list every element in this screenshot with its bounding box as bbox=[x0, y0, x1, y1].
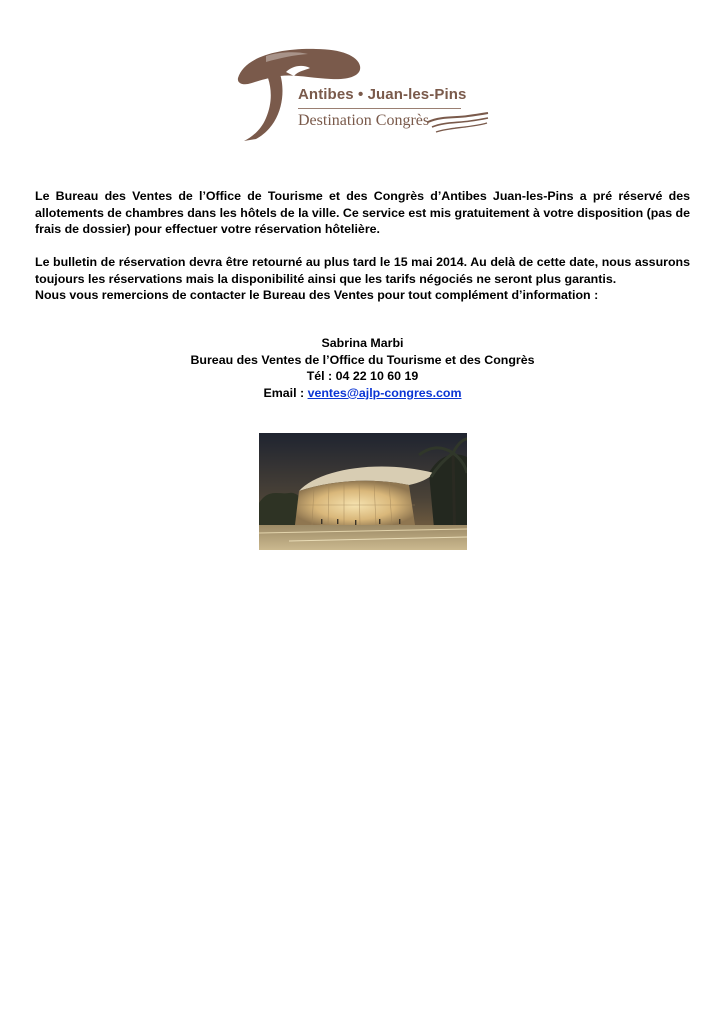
destination-congres-logo bbox=[236, 46, 492, 142]
contact-email-line bbox=[35, 385, 690, 402]
deadline-text: Le bulletin de réservation devra être retourné au plus tard le 15 mai 2014. Au delà de cette date, nous assurons toujours les réservations mais la disponibilité ainsi que les tarifs négociés ne seront plus garantis. bbox=[35, 255, 690, 286]
deadline-paragraph bbox=[35, 254, 690, 287]
logo-divider bbox=[298, 108, 461, 109]
email-link[interactable]: ventes@ajlp-congres.com bbox=[307, 385, 462, 400]
contact-block bbox=[35, 335, 690, 401]
intro-paragraph bbox=[35, 188, 690, 238]
contact-intro-text: Nous vous remercions de contacter le Bureau des Ventes pour tout complément d’information : bbox=[35, 288, 599, 302]
intro-text: Le Bureau des Ventes de l’Office de Tourisme et des Congrès d’Antibes Juan-les-Pins a pré réservé des allotements de chambres dans les hôtels de la ville. Ce service est mis gratuitement à votre disposition (pas de frais de dossier) pour effectuer votre réservation hôtelière. bbox=[35, 189, 690, 237]
email-label: Email : bbox=[263, 385, 308, 400]
congress-center-photo bbox=[259, 433, 467, 550]
contact-phone: Tél : 04 22 10 60 19 bbox=[306, 369, 419, 384]
logo-title: Antibes • Juan-les-Pins bbox=[298, 86, 467, 103]
contact-intro-paragraph bbox=[35, 287, 690, 304]
contact-name: Sabrina Marbi bbox=[321, 336, 404, 350]
logo-subtitle: Destination Congrès bbox=[298, 112, 430, 129]
contact-organization: Bureau des Ventes de l’Office du Tourisme et des Congrès bbox=[190, 352, 535, 367]
